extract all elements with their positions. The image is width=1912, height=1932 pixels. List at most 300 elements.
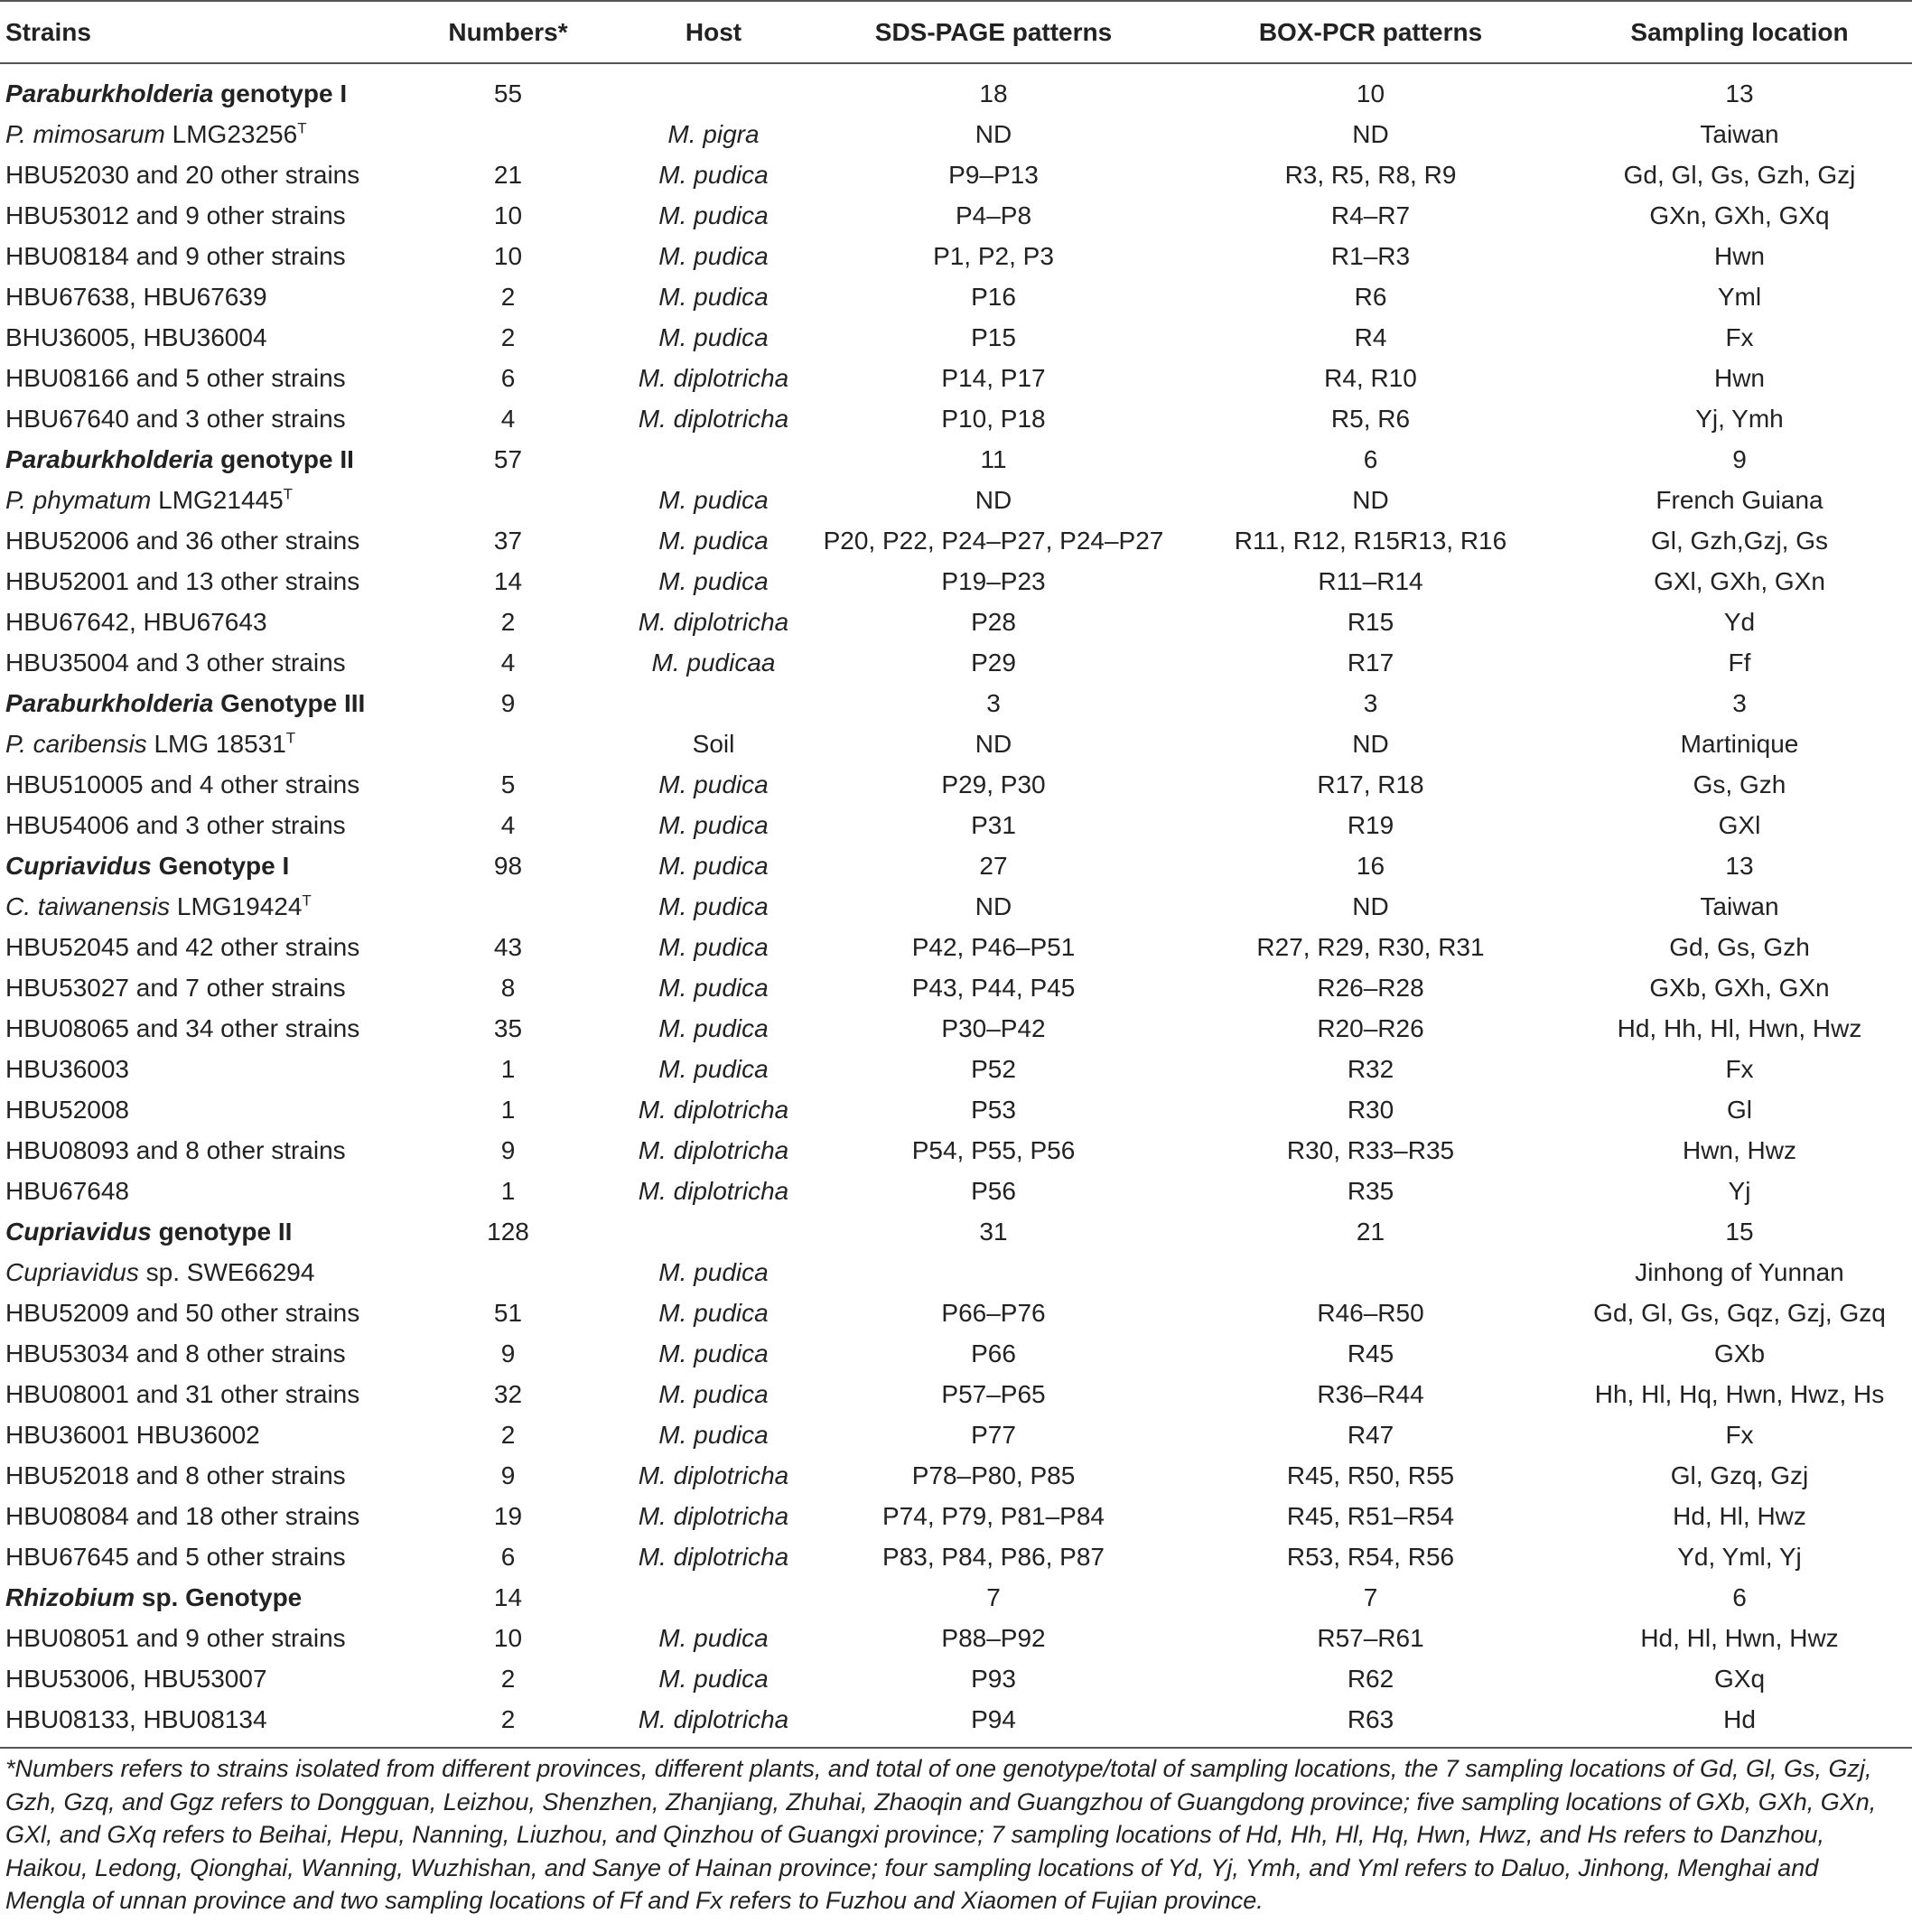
strain-cell: HBU08065 and 34 other strains bbox=[5, 1013, 360, 1042]
box-pcr-cell: 10 bbox=[1356, 79, 1385, 107]
box-pcr-cell: R4–R7 bbox=[1330, 201, 1411, 229]
sds-page-cell: P66–P76 bbox=[941, 1298, 1046, 1327]
box-pcr-cell: R30 bbox=[1347, 1095, 1394, 1124]
numbers-cell: 21 bbox=[493, 160, 523, 189]
strain-cell: HBU67645 and 5 other strains bbox=[5, 1542, 346, 1571]
host-cell: M. pudica bbox=[658, 485, 769, 514]
numbers-cell bbox=[402, 480, 614, 520]
host-cell: M. pudica bbox=[658, 1379, 769, 1408]
sds-page-cell: 27 bbox=[979, 851, 1008, 880]
type-strain-superscript: T bbox=[297, 119, 307, 137]
host-cell bbox=[614, 683, 813, 723]
genotype-group-row bbox=[0, 683, 1912, 723]
numbers-cell bbox=[402, 886, 614, 927]
sds-page-cell: ND bbox=[975, 485, 1012, 514]
genus-name: Rhizobium bbox=[5, 1582, 135, 1611]
sds-page-cell: ND bbox=[975, 891, 1012, 920]
strain-cell: HBU53006, HBU53007 bbox=[5, 1664, 267, 1693]
sds-page-cell: P29 bbox=[971, 648, 1016, 677]
host-cell bbox=[614, 63, 813, 114]
numbers-cell: 43 bbox=[493, 932, 523, 961]
genotype-group-row bbox=[0, 63, 1912, 114]
sds-page-cell: P66 bbox=[971, 1339, 1016, 1367]
sds-page-cell: P4–P8 bbox=[955, 201, 1032, 229]
strain-cell: HBU52008 bbox=[5, 1095, 129, 1124]
sampling-location-cell: Jinhong of Yunnan bbox=[1635, 1257, 1844, 1286]
numbers-cell: 4 bbox=[500, 648, 516, 677]
sds-page-cell: P94 bbox=[971, 1704, 1016, 1733]
strain-cell: HBU67642, HBU67643 bbox=[5, 607, 267, 636]
sds-page-cell: P1, P2, P3 bbox=[933, 241, 1054, 270]
sds-page-cell: 31 bbox=[979, 1217, 1008, 1246]
table-row bbox=[0, 642, 1912, 683]
sampling-location-cell: Martinique bbox=[1680, 729, 1799, 758]
strain-cell bbox=[0, 886, 402, 927]
table-row bbox=[0, 520, 1912, 561]
box-pcr-cell: R6 bbox=[1354, 282, 1387, 311]
strain-cell: HBU53034 and 8 other strains bbox=[5, 1339, 346, 1367]
strain-cell: HBU36003 bbox=[5, 1054, 129, 1083]
sampling-location-cell: Fx bbox=[1725, 1054, 1754, 1083]
table-row bbox=[0, 317, 1912, 358]
box-pcr-cell: R3, R5, R8, R9 bbox=[1284, 160, 1457, 189]
sds-page-cell: P53 bbox=[971, 1095, 1016, 1124]
host-cell: M. pudica bbox=[658, 282, 769, 311]
numbers-cell: 4 bbox=[500, 810, 516, 839]
table-row bbox=[0, 1658, 1912, 1699]
sds-page-cell: P83, P84, P86, P87 bbox=[882, 1542, 1105, 1571]
host-cell bbox=[614, 439, 813, 480]
sampling-location-cell: 13 bbox=[1725, 851, 1754, 880]
numbers-cell: 14 bbox=[493, 1582, 523, 1611]
header-numbers: Numbers* bbox=[448, 17, 568, 46]
strain-cell: HBU52006 and 36 other strains bbox=[5, 526, 360, 555]
strain-cell: HBU08133, HBU08134 bbox=[5, 1704, 267, 1733]
strain-cell: HBU52018 and 8 other strains bbox=[5, 1461, 346, 1489]
sds-page-cell: P57–P65 bbox=[941, 1379, 1046, 1408]
numbers-cell: 10 bbox=[493, 201, 523, 229]
box-pcr-cell: 16 bbox=[1356, 851, 1385, 880]
strain-cell: HBU67640 and 3 other strains bbox=[5, 404, 346, 433]
sds-page-cell: P78–P80, P85 bbox=[911, 1461, 1076, 1489]
header-strains: Strains bbox=[5, 17, 91, 46]
strain-cell: HBU52009 and 50 other strains bbox=[5, 1298, 360, 1327]
table-row bbox=[0, 195, 1912, 236]
box-pcr-cell: R4 bbox=[1354, 322, 1387, 351]
host-cell: M. pudica bbox=[658, 891, 769, 920]
sampling-location-cell: GXb bbox=[1713, 1339, 1766, 1367]
sampling-location-cell: Hh, Hl, Hq, Hwn, Hwz, Hs bbox=[1594, 1379, 1885, 1408]
box-pcr-cell: ND bbox=[1352, 891, 1389, 920]
numbers-cell: 14 bbox=[493, 566, 523, 595]
numbers-cell: 19 bbox=[493, 1501, 523, 1530]
sds-page-cell: P93 bbox=[971, 1664, 1016, 1693]
sampling-location-cell: GXn, GXh, GXq bbox=[1649, 201, 1830, 229]
strain-cell: HBU67638, HBU67639 bbox=[5, 282, 267, 311]
numbers-cell: 9 bbox=[500, 1135, 516, 1164]
reference-strain-id: LMG19424 bbox=[170, 891, 303, 920]
box-pcr-cell: R45 bbox=[1347, 1339, 1394, 1367]
strain-cell bbox=[0, 1577, 402, 1618]
box-pcr-cell: R46–R50 bbox=[1317, 1298, 1424, 1327]
host-cell: M. pudica bbox=[658, 1420, 769, 1449]
strain-cell: HBU08001 and 31 other strains bbox=[5, 1379, 360, 1408]
box-pcr-cell: R57–R61 bbox=[1317, 1623, 1424, 1652]
table-row bbox=[0, 114, 1912, 154]
box-pcr-cell: R27, R29, R30, R31 bbox=[1256, 932, 1485, 961]
box-pcr-cell: R45, R50, R55 bbox=[1286, 1461, 1455, 1489]
host-cell: M. pudica bbox=[658, 1013, 769, 1042]
header-box-pcr: BOX-PCR patterns bbox=[1258, 17, 1483, 46]
type-strain-superscript: T bbox=[283, 485, 294, 503]
sampling-location-cell: Ff bbox=[1728, 648, 1751, 677]
table-row bbox=[0, 1171, 1912, 1211]
genotype-group-row bbox=[0, 439, 1912, 480]
reference-strain-id: LMG21445 bbox=[151, 485, 284, 514]
strain-cell: HBU08084 and 18 other strains bbox=[5, 1501, 360, 1530]
sampling-location-cell: Hd, Hh, Hl, Hwn, Hwz bbox=[1617, 1013, 1862, 1042]
host-cell: M. diplotricha bbox=[638, 1461, 789, 1489]
sampling-location-cell: GXq bbox=[1713, 1664, 1766, 1693]
sampling-location-cell: Yj, Ymh bbox=[1695, 404, 1784, 433]
sds-page-cell: P9–P13 bbox=[948, 160, 1039, 189]
table-header bbox=[0, 1, 1912, 63]
sampling-location-cell: Taiwan bbox=[1700, 119, 1779, 148]
strain-cell bbox=[0, 1252, 402, 1293]
box-pcr-cell: ND bbox=[1352, 729, 1389, 758]
box-pcr-cell: R17, R18 bbox=[1317, 770, 1424, 798]
host-cell: M. pudica bbox=[658, 932, 769, 961]
host-cell bbox=[614, 1577, 813, 1618]
sampling-location-cell: Yml bbox=[1717, 282, 1762, 311]
sds-page-cell: P29, P30 bbox=[941, 770, 1046, 798]
table-row bbox=[0, 1536, 1912, 1577]
strain-cell bbox=[0, 1211, 402, 1252]
table-row bbox=[0, 1049, 1912, 1089]
strain-cell bbox=[0, 723, 402, 764]
strain-cell: HBU35004 and 3 other strains bbox=[5, 648, 346, 677]
strain-cell bbox=[0, 480, 402, 520]
sampling-location-cell: Gd, Gl, Gs, Gzh, Gzj bbox=[1623, 160, 1856, 189]
sds-page-cell: P15 bbox=[971, 322, 1016, 351]
sds-page-cell: 3 bbox=[986, 688, 1001, 717]
sampling-location-cell: GXl bbox=[1718, 810, 1761, 839]
numbers-cell: 6 bbox=[500, 363, 516, 392]
numbers-cell: 10 bbox=[493, 241, 523, 270]
host-cell: M. pudica bbox=[658, 1298, 769, 1327]
box-pcr-cell: R26–R28 bbox=[1317, 973, 1424, 1002]
sampling-location-cell: Gl, Gzh,Gzj, Gs bbox=[1650, 526, 1829, 555]
table-row bbox=[0, 1618, 1912, 1658]
box-pcr-cell: R32 bbox=[1347, 1054, 1394, 1083]
numbers-cell: 51 bbox=[493, 1298, 523, 1327]
strain-cell bbox=[0, 114, 402, 154]
genotype-group-row bbox=[0, 845, 1912, 886]
box-pcr-cell: R1–R3 bbox=[1330, 241, 1411, 270]
box-pcr-cell: 6 bbox=[1363, 444, 1378, 473]
box-pcr-cell: R5, R6 bbox=[1330, 404, 1411, 433]
table-row bbox=[0, 1455, 1912, 1496]
box-pcr-cell: 21 bbox=[1356, 1217, 1385, 1246]
numbers-cell: 35 bbox=[493, 1013, 523, 1042]
sampling-location-cell: 13 bbox=[1725, 79, 1754, 107]
numbers-cell: 10 bbox=[493, 1623, 523, 1652]
sampling-location-cell: GXb, GXh, GXn bbox=[1649, 973, 1830, 1002]
sampling-location-cell: Hd, Hl, Hwz bbox=[1673, 1501, 1806, 1530]
genotype-label: Genotype I bbox=[151, 851, 290, 880]
genotype-label: genotype I bbox=[213, 79, 348, 107]
sampling-location-cell: Gs, Gzh bbox=[1693, 770, 1786, 798]
type-strain-superscript: T bbox=[285, 729, 296, 747]
sampling-location-cell: 9 bbox=[1732, 444, 1747, 473]
table-row bbox=[0, 602, 1912, 642]
table-row bbox=[0, 561, 1912, 602]
sampling-location-cell: GXl, GXh, GXn bbox=[1654, 566, 1825, 595]
header-row bbox=[0, 1, 1912, 63]
numbers-cell: 2 bbox=[500, 1420, 516, 1449]
numbers-cell: 1 bbox=[500, 1095, 516, 1124]
strain-cell: HBU36001 HBU36002 bbox=[5, 1420, 260, 1449]
table-row bbox=[0, 886, 1912, 927]
host-cell: M. diplotricha bbox=[638, 1135, 789, 1164]
strain-cell: BHU36005, HBU36004 bbox=[5, 322, 267, 351]
sds-page-cell: P56 bbox=[971, 1176, 1016, 1205]
host-cell: M. pudica bbox=[658, 851, 769, 880]
species-name: P. caribensis bbox=[5, 729, 147, 758]
table-row bbox=[0, 927, 1912, 967]
box-pcr-cell: R35 bbox=[1347, 1176, 1394, 1205]
sampling-location-cell: French Guiana bbox=[1656, 485, 1823, 514]
table-row bbox=[0, 1414, 1912, 1455]
box-pcr-cell: R47 bbox=[1347, 1420, 1394, 1449]
numbers-cell: 5 bbox=[500, 770, 516, 798]
box-pcr-cell: R36–R44 bbox=[1317, 1379, 1424, 1408]
sampling-location-cell: 6 bbox=[1732, 1582, 1747, 1611]
table-row bbox=[0, 1130, 1912, 1171]
host-cell: M. diplotricha bbox=[638, 607, 789, 636]
sampling-location-cell: Yj bbox=[1728, 1176, 1751, 1205]
host-cell: M. pudica bbox=[658, 1339, 769, 1367]
sds-page-cell: P16 bbox=[971, 282, 1016, 311]
box-pcr-cell: 7 bbox=[1363, 1582, 1378, 1611]
numbers-cell: 9 bbox=[500, 1461, 516, 1489]
numbers-cell: 6 bbox=[500, 1542, 516, 1571]
header-sampling-location: Sampling location bbox=[1630, 17, 1849, 46]
sds-page-cell bbox=[813, 1252, 1174, 1293]
sds-page-cell: P77 bbox=[971, 1420, 1016, 1449]
box-pcr-cell: R20–R26 bbox=[1317, 1013, 1424, 1042]
host-cell: M. diplotricha bbox=[638, 1176, 789, 1205]
sds-page-cell: P30–P42 bbox=[941, 1013, 1046, 1042]
sds-page-cell: 7 bbox=[986, 1582, 1001, 1611]
numbers-cell: 55 bbox=[493, 79, 523, 107]
host-cell: M. diplotricha bbox=[638, 1095, 789, 1124]
species-name: P. mimosarum bbox=[5, 119, 165, 148]
host-cell: M. diplotricha bbox=[638, 1501, 789, 1530]
table-row bbox=[0, 1293, 1912, 1333]
table-row bbox=[0, 480, 1912, 520]
host-cell: M. diplotricha bbox=[638, 363, 789, 392]
box-pcr-cell: R11, R12, R15R13, R16 bbox=[1234, 526, 1507, 555]
type-strain-superscript: T bbox=[302, 891, 312, 910]
host-cell: M. pudica bbox=[658, 526, 769, 555]
table-row bbox=[0, 1252, 1912, 1293]
strain-cell: HBU52030 and 20 other strains bbox=[5, 160, 360, 189]
sampling-location-cell: 3 bbox=[1732, 688, 1747, 717]
host-cell: M. pudica bbox=[658, 1664, 769, 1693]
numbers-cell: 9 bbox=[500, 1339, 516, 1367]
sds-page-cell: P19–P23 bbox=[941, 566, 1046, 595]
strain-cell: HBU510005 and 4 other strains bbox=[5, 770, 360, 798]
strain-cell: HBU52045 and 42 other strains bbox=[5, 932, 360, 961]
genotype-group-row bbox=[0, 1577, 1912, 1618]
host-cell: Soil bbox=[692, 729, 735, 758]
genotype-group-row bbox=[0, 1211, 1912, 1252]
strain-cell: HBU67648 bbox=[5, 1176, 129, 1205]
box-pcr-cell: ND bbox=[1352, 485, 1389, 514]
sds-page-cell: P10, P18 bbox=[941, 404, 1046, 433]
sampling-location-cell: Yd bbox=[1723, 607, 1756, 636]
box-pcr-cell: 3 bbox=[1363, 688, 1378, 717]
sds-page-cell: 18 bbox=[979, 79, 1008, 107]
strain-cell bbox=[0, 683, 402, 723]
table-row bbox=[0, 967, 1912, 1008]
host-cell: M. pudica bbox=[658, 566, 769, 595]
sampling-location-cell: Hwn, Hwz bbox=[1682, 1135, 1796, 1164]
header-host: Host bbox=[685, 17, 742, 46]
table-row bbox=[0, 1496, 1912, 1536]
sampling-location-cell: Yd, Yml, Yj bbox=[1677, 1542, 1802, 1571]
table-body bbox=[0, 63, 1912, 1748]
host-cell: M. pigra bbox=[667, 119, 760, 148]
box-pcr-cell: R63 bbox=[1347, 1704, 1394, 1733]
reference-strain-id: LMG 18531 bbox=[146, 729, 286, 758]
genotype-label: sp. Genotype bbox=[135, 1582, 303, 1611]
box-pcr-cell: R30, R33–R35 bbox=[1286, 1135, 1455, 1164]
strain-cell: HBU08051 and 9 other strains bbox=[5, 1623, 346, 1652]
numbers-cell: 2 bbox=[500, 1664, 516, 1693]
numbers-cell: 4 bbox=[500, 404, 516, 433]
header-sds-page: SDS-PAGE patterns bbox=[874, 17, 1113, 46]
table-row bbox=[0, 764, 1912, 805]
table-row bbox=[0, 1089, 1912, 1130]
box-pcr-cell: R11–R14 bbox=[1318, 566, 1423, 595]
numbers-cell: 2 bbox=[500, 607, 516, 636]
numbers-cell: 57 bbox=[493, 444, 523, 473]
host-cell: M. pudica bbox=[658, 973, 769, 1002]
host-cell: M. pudica bbox=[658, 1623, 769, 1652]
table-row bbox=[0, 1008, 1912, 1049]
sds-page-cell: P54, P55, P56 bbox=[911, 1135, 1076, 1164]
host-cell: M. pudica bbox=[658, 322, 769, 351]
numbers-cell: 2 bbox=[500, 282, 516, 311]
genotype-label: genotype II bbox=[213, 444, 354, 473]
species-name: Cupriavidus bbox=[5, 1257, 139, 1286]
host-cell: M. pudica bbox=[658, 1054, 769, 1083]
box-pcr-cell: R53, R54, R56 bbox=[1286, 1542, 1455, 1571]
numbers-cell bbox=[402, 1252, 614, 1293]
sds-page-cell: ND bbox=[975, 729, 1012, 758]
sds-page-cell: P28 bbox=[971, 607, 1016, 636]
table-row bbox=[0, 398, 1912, 439]
box-pcr-cell: ND bbox=[1352, 119, 1389, 148]
table-row bbox=[0, 1374, 1912, 1414]
sampling-location-cell: Fx bbox=[1725, 1420, 1754, 1449]
box-pcr-cell: R4, R10 bbox=[1324, 363, 1417, 392]
sds-page-cell: ND bbox=[975, 119, 1012, 148]
numbers-cell bbox=[402, 723, 614, 764]
numbers-cell: 1 bbox=[500, 1176, 516, 1205]
strain-cell bbox=[0, 63, 402, 114]
species-name: P. phymatum bbox=[5, 485, 152, 514]
table-row bbox=[0, 805, 1912, 845]
sampling-location-cell: Gl bbox=[1727, 1095, 1752, 1124]
species-name: C. taiwanensis bbox=[5, 891, 171, 920]
strain-cell: HBU54006 and 3 other strains bbox=[5, 810, 346, 839]
host-cell: M. pudica bbox=[658, 770, 769, 798]
box-pcr-cell: R62 bbox=[1347, 1664, 1394, 1693]
host-cell: M. pudicaa bbox=[651, 648, 776, 677]
host-cell: M. pudica bbox=[658, 160, 769, 189]
genus-name: Paraburkholderia bbox=[5, 688, 214, 717]
table-row bbox=[0, 1699, 1912, 1748]
sampling-location-cell: Gd, Gs, Gzh bbox=[1669, 932, 1810, 961]
host-cell bbox=[614, 1211, 813, 1252]
genus-name: Paraburkholderia bbox=[5, 444, 214, 473]
sds-page-cell: P74, P79, P81–P84 bbox=[882, 1501, 1105, 1530]
sampling-location-cell: Hd, Hl, Hwn, Hwz bbox=[1640, 1623, 1839, 1652]
footnote: *Numbers refers to strains isolated from different provinces, different plants, and total of one genotype/total of sampling locations, the 7 sampling locations of Gd, Gl, Gs, Gzj, Gzh, Gzq, and Ggz refers to Dongguan, Leizhou, Shenzhen, Zhanjiang, Zhuhai, Zhaoqin and Guangzhou of Guangdong province; five sampling locations of GXb, GXh, GXn, GXl, and GXq refers to Beihai, Hepu, Nanning, Liuzhou, and Qinzhou of Guangxi province; 7 sampling locations of Hd, Hh, Hl, Hq, Hwn, Hwz, and Hs refers to Danzhou, Haikou, Ledong, Qionghai, Wanning, Wuzhishan, and Sanye of Hainan province; four sampling locations of Yd, Yj, Ymh, and Yml refers to Daluo, Jinhong, Menghai and Mengla of unnan province and two sampling locations of Ff and Fx refers to Fuzhou and Xiaomen of Fujian province. bbox=[5, 1755, 1877, 1914]
sds-page-cell: P43, P44, P45 bbox=[911, 973, 1076, 1002]
strain-cell: HBU53027 and 7 other strains bbox=[5, 973, 346, 1002]
strain-cell: HBU52001 and 13 other strains bbox=[5, 566, 360, 595]
table-row bbox=[0, 1333, 1912, 1374]
strain-cell: HBU08184 and 9 other strains bbox=[5, 241, 346, 270]
sds-page-cell: P52 bbox=[971, 1054, 1016, 1083]
sampling-location-cell: Gd, Gl, Gs, Gqz, Gzj, Gzq bbox=[1593, 1298, 1886, 1327]
numbers-cell: 128 bbox=[487, 1217, 529, 1246]
sampling-location-cell: Fx bbox=[1725, 322, 1754, 351]
strain-cell bbox=[0, 845, 402, 886]
strain-cell bbox=[0, 439, 402, 480]
box-pcr-cell: R45, R51–R54 bbox=[1286, 1501, 1455, 1530]
sampling-location-cell: 15 bbox=[1725, 1217, 1754, 1246]
box-pcr-cell: R17 bbox=[1347, 648, 1394, 677]
strain-cell: HBU53012 and 9 other strains bbox=[5, 201, 346, 229]
numbers-cell: 98 bbox=[493, 851, 523, 880]
table-row bbox=[0, 276, 1912, 317]
sds-page-cell: P88–P92 bbox=[941, 1623, 1046, 1652]
genus-name: Paraburkholderia bbox=[5, 79, 214, 107]
host-cell: M. pudica bbox=[658, 810, 769, 839]
sampling-location-cell: Hd bbox=[1723, 1704, 1756, 1733]
reference-strain-id: sp. SWE66294 bbox=[138, 1257, 315, 1286]
numbers-cell: 2 bbox=[500, 1704, 516, 1733]
strain-cell: HBU08093 and 8 other strains bbox=[5, 1135, 346, 1164]
host-cell: M. diplotricha bbox=[638, 404, 789, 433]
sampling-location-cell: Gl, Gzq, Gzj bbox=[1670, 1461, 1809, 1489]
numbers-cell: 37 bbox=[493, 526, 523, 555]
genus-name: Cupriavidus bbox=[5, 1217, 152, 1246]
numbers-cell bbox=[402, 114, 614, 154]
genotype-label: Genotype III bbox=[213, 688, 366, 717]
numbers-cell: 1 bbox=[500, 1054, 516, 1083]
box-pcr-cell bbox=[1174, 1252, 1567, 1293]
box-pcr-cell: R19 bbox=[1347, 810, 1394, 839]
numbers-cell: 8 bbox=[500, 973, 516, 1002]
sds-page-cell: P31 bbox=[971, 810, 1016, 839]
host-cell: M. diplotricha bbox=[638, 1542, 789, 1571]
